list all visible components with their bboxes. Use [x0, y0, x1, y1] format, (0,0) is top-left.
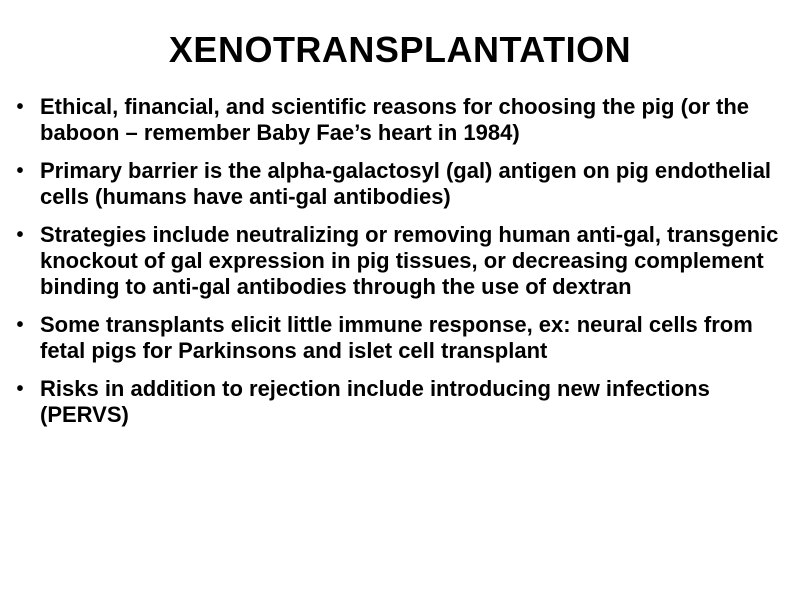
bullet-text: Ethical, financial, and scientific reasons for choosing the pig (or the baboon – remember Baby Fae’s heart in 1984) [40, 94, 750, 145]
bullet-dot-icon: • [16, 378, 24, 400]
bullet-dot-icon: • [16, 160, 24, 182]
bullet-text: Strategies include neutralizing or removing human anti-gal, transgenic knockout of gal expression in pig tissues, or decreasing complement binding to anti-gal antibodies through the use of dextran [40, 222, 779, 299]
bullet-text: Some transplants elicit little immune response, ex: neural cells from fetal pigs for Parkinsons and islet cell transplant [40, 312, 753, 363]
bullet-list [8, 94, 794, 440]
bullet-dot-icon: • [16, 314, 24, 336]
bullet-item [8, 312, 794, 364]
bullet-item [8, 94, 794, 146]
bullet-dot-icon: • [16, 96, 24, 118]
bullet-dot-icon: • [16, 224, 24, 246]
bullet-text: Risks in addition to rejection include introducing new infections (PERVS) [40, 376, 710, 427]
bullet-item [8, 222, 794, 300]
slide-title: XENOTRANSPLANTATION [168, 29, 632, 70]
bullet-text: Primary barrier is the alpha-galactosyl (gal) antigen on pig endothelial cells (humans have anti-gal antibodies) [40, 158, 772, 209]
bullet-item [8, 376, 794, 428]
bullet-item [8, 158, 794, 210]
